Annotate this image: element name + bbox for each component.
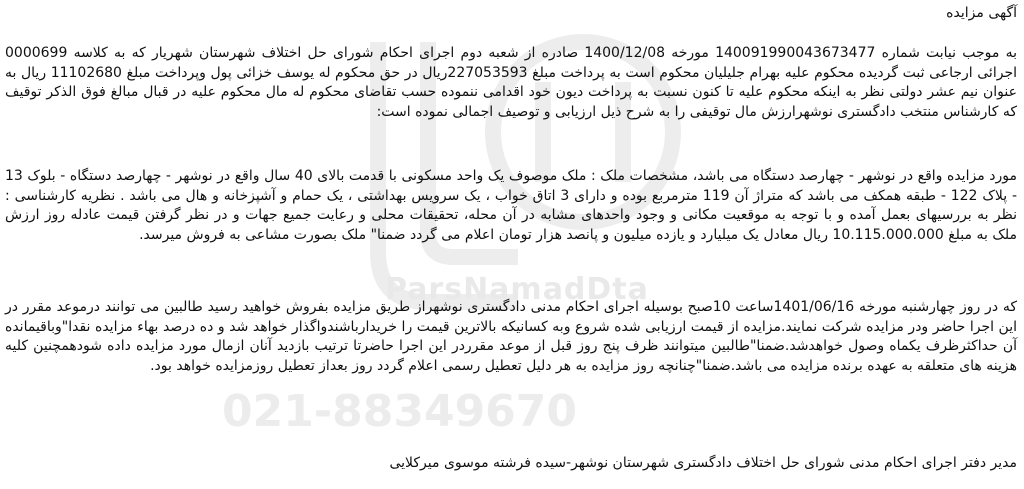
notice-paragraph-property: مورد مزایده واقع در نوشهر - چهارصد دستگاه می باشد، مشخصات ملک : ملک موصوف یک واحد مسکونی با قدمت بالای 40 سال واقع در نوشهر - چهارصد دستگاه - بلوک 13 - پلاک 122 - طبقه همکف می باشد که متراژ آن 119 مترمربع بوده و دارای 3 اتاق خواب ، یک سرویس بهداشتی ، یک حمام و آشپزخانه و هال می باشد . نظریه کارشناسی : نظر به بررسیهای بعمل آمده و با توجه به موقعیت مکانی و وجود واحدهای مشابه در آن محله، تحقیقات محلی و رعایت جمیع جهات و در نظر گرفتن قیمت عادله روز ارزش ملک به مبلغ 10.115.000.000 ریال معادل یک میلیارد و یازده میلیون و پانصد هزار تومان اعلام می گردد ضمنا" ملک بصورت مشاعی به فروش میرسد.: [5, 168, 1018, 243]
watermark-text: ParsNamadDta: [385, 272, 649, 307]
notice-title: آگهی مزایده: [946, 5, 1017, 21]
notice-signature: مدیر دفتر اجرای احکام مدنی شورای حل اختلاف دادگستری شهرستان نوشهر-سیده فرشته موسوی میرکلایی: [389, 455, 1017, 471]
notice-paragraph-auction-terms: که در روز چهارشنبه مورخه 1401/06/16ساعت 10صبح بوسیله اجرای احکام مدنی دادگستری نوشهراز طریق مزایده بفروش خواهید رسید طالبین می توانند درموعد مقرر در این اجرا حاضر ودر مزایده شرکت نمایند.مزایده از قیمت ارزیابی شده شروع وبه کسانیکه بالاترین قیمت را خریدارباشندواگذار خواهد شد و ده درصد بهاء مزایده نقدا"وباقیمانده آن حداکثرظرف یکماه وصول خواهدشد.ضمنا"طالبین میتوانند ظرف پنج روز قبل از موعد مقرردر این اجرا حاضرتا ترتیب بازدید آنان ازمال مورد مزایده داده شودهمچنین کلیه هزینه های متعلقه به عهده برنده مزایده می باشد.ضمنا"چنانچه روز مزایده به هر دلیل تعطیل رسمی اعلام گردد روز بعداز تعطیل روزمزایده خواهد بود.: [5, 299, 1017, 374]
watermark-phone: 021-88349670: [222, 386, 578, 437]
notice-paragraph-intro: به موجب نیابت شماره 140091990043673477 مورخه 1400/12/08 صادره از شعبه دوم اجرای احکام شورای حل اختلاف شهرستان شهریار که به کلاسه 0000699 اجرائی ارجاعی ثبت گردیده محکوم علیه بهرام جلیلیان محکوم است به پرداخت مبلغ 227053593ریال در حق محکوم له یوسف خزائی پول وپرداخت مبلغ 11102680 ریال به عنوان نیم عشر دولتی نظر به اینکه محکوم علیه تا کنون نسبت به پرداخت دیون خود اقدامی ننموده حسب تقاضای محکوم له مال محکوم علیه در قبال مبالغ فوق الذکر توقیف که کارشناس منتخب دادگستری نوشهرارزش مال توقیفی را به شرح ذیل ارزیابی و توصیف اجمالی نموده است:: [5, 45, 1017, 120]
